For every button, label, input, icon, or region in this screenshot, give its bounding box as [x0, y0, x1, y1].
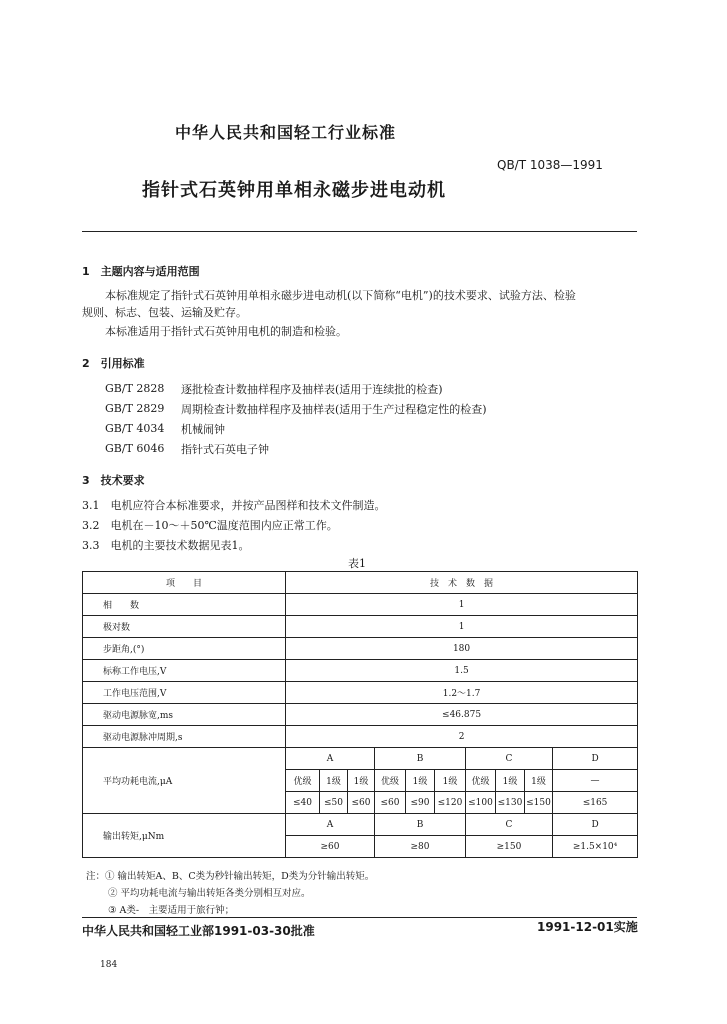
- standard-code: QB/T 1038—1991: [497, 158, 603, 172]
- power-value: ≤150: [525, 792, 553, 814]
- table-note-1: 注：① 输出转矩A、B、C类为秒针输出转矩，D类为分针输出转矩。: [86, 871, 375, 882]
- row-value: 1: [286, 594, 638, 616]
- row-label: 步距角,(°): [83, 638, 286, 660]
- grade-cell: 1级: [525, 770, 553, 792]
- approval-line: 中华人民共和国轻工业部1991-03-30批准: [82, 924, 315, 938]
- row-value: 2: [286, 726, 638, 748]
- header-rule: [82, 231, 637, 232]
- grade-cell: 1级: [496, 770, 525, 792]
- table-header-data: 技 术 数 据: [286, 572, 638, 594]
- clause-3-2: 3.2 电机在－10～＋50℃温度范围内应正常工作。: [82, 519, 338, 532]
- class-b: B: [375, 748, 466, 770]
- ref-code: GB/T 4034: [105, 422, 165, 435]
- class-d: D: [553, 748, 638, 770]
- power-value: ≤100: [466, 792, 496, 814]
- table-row: [83, 682, 638, 704]
- class-b: B: [375, 814, 466, 836]
- grade-cell: —: [553, 770, 638, 792]
- ref-code: GB/T 6046: [105, 442, 165, 455]
- power-value: ≤60: [348, 792, 375, 814]
- spec-table: [82, 571, 638, 858]
- table-row: [83, 616, 638, 638]
- grade-cell: 优级: [286, 770, 320, 792]
- table-row: [83, 638, 638, 660]
- torque-label: 输出转矩,μNm: [83, 814, 286, 858]
- clause-3-3: 3.3 电机的主要技术数据见表1。: [82, 539, 250, 552]
- power-value: ≤90: [406, 792, 435, 814]
- power-class-row: [83, 748, 638, 770]
- table-header-item: 项 目: [83, 572, 286, 594]
- grade-cell: 1级: [348, 770, 375, 792]
- power-value: ≤60: [375, 792, 406, 814]
- section-1-para-1-line-2: 规则、标志、包装、运输及贮存。: [82, 306, 247, 319]
- section-1-heading: 1 主题内容与适用范围: [82, 265, 200, 278]
- torque-value: ≥80: [375, 836, 466, 858]
- grade-cell: 1级: [435, 770, 466, 792]
- row-label: 驱动电源脉冲周期,s: [83, 726, 286, 748]
- table-row: [83, 726, 638, 748]
- ref-title: 指针式石英电子钟: [181, 443, 269, 456]
- grade-cell: 优级: [466, 770, 496, 792]
- effective-date: 1991-12-01实施: [537, 920, 638, 934]
- ref-title: 逐批检查计数抽样程序及抽样表(适用于连续批的检查): [181, 383, 443, 396]
- power-value: ≤40: [286, 792, 320, 814]
- class-d: D: [553, 814, 638, 836]
- ref-title: 周期检查计数抽样程序及抽样表(适用于生产过程稳定性的检查): [181, 403, 487, 416]
- section-2-heading: 2 引用标准: [82, 357, 145, 370]
- ref-title: 机械闹钟: [181, 423, 225, 436]
- power-label: 平均功耗电流,μA: [83, 748, 286, 814]
- section-1-para-2: 本标准适用于指针式石英钟用电机的制造和检验。: [105, 325, 347, 338]
- table-caption: 表1: [348, 557, 366, 570]
- page-number: 184: [100, 960, 118, 970]
- row-label: 工作电压范围,V: [83, 682, 286, 704]
- power-value: ≤120: [435, 792, 466, 814]
- grade-cell: 1级: [406, 770, 435, 792]
- power-value: ≤50: [320, 792, 348, 814]
- row-value: 1.2～1.7: [286, 682, 638, 704]
- torque-value: ≥1.5×10⁴: [553, 836, 638, 858]
- ref-code: GB/T 2828: [105, 382, 165, 395]
- class-c: C: [466, 814, 553, 836]
- table-note-3: ③ A类- 主要适用于旅行钟；: [108, 905, 235, 916]
- document-title: 指针式石英钟用单相永磁步进电动机: [142, 180, 446, 201]
- row-label: 相 数: [83, 594, 286, 616]
- ref-code: GB/T 2829: [105, 402, 165, 415]
- clause-3-1: 3.1 电机应符合本标准要求，并按产品图样和技术文件制造。: [82, 499, 386, 512]
- row-value: 1.5: [286, 660, 638, 682]
- table-row: [83, 704, 638, 726]
- torque-value: ≥150: [466, 836, 553, 858]
- section-3-heading: 3 技术要求: [82, 474, 145, 487]
- class-a: A: [286, 748, 375, 770]
- row-value: 180: [286, 638, 638, 660]
- table-row: [83, 660, 638, 682]
- table-row: [83, 594, 638, 616]
- torque-class-row: [83, 814, 638, 836]
- grade-cell: 优级: [375, 770, 406, 792]
- row-value: ≤46.875: [286, 704, 638, 726]
- power-value: ≤130: [496, 792, 525, 814]
- class-c: C: [466, 748, 553, 770]
- row-value: 1: [286, 616, 638, 638]
- power-value: ≤165: [553, 792, 638, 814]
- row-label: 驱动电源脉宽,ms: [83, 704, 286, 726]
- torque-value: ≥60: [286, 836, 375, 858]
- section-1-para-1-line-1: 本标准规定了指针式石英钟用单相永磁步进电动机(以下简称“电机”)的技术要求、试验方法、检验: [105, 289, 576, 302]
- table-header-row: [83, 572, 638, 594]
- row-label: 极对数: [83, 616, 286, 638]
- grade-cell: 1级: [320, 770, 348, 792]
- table-note-2: ② 平均功耗电流与输出转矩各类分别相互对应。: [108, 888, 311, 899]
- standard-org-title: 中华人民共和国轻工行业标准: [175, 123, 397, 142]
- row-label: 标称工作电压,V: [83, 660, 286, 682]
- class-a: A: [286, 814, 375, 836]
